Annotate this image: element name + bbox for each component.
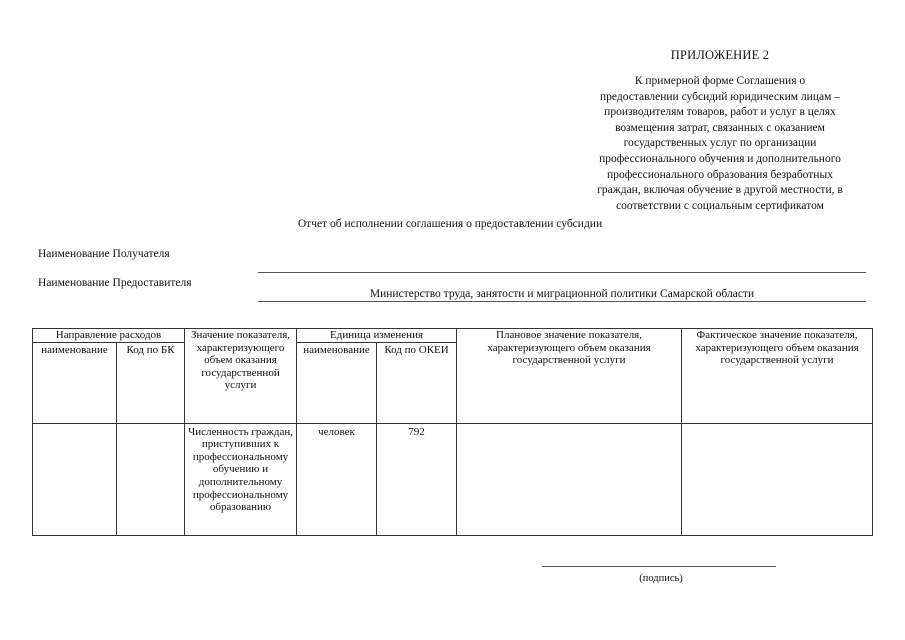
appendix-line: профессионального образования безработных	[607, 168, 833, 181]
appendix-line: предоставлении субсидий юридическим лицам –	[599, 90, 840, 103]
appendix-line: К примерной форме Соглашения о	[634, 75, 806, 87]
cell-actual	[682, 423, 873, 535]
appendix-title: ПРИЛОЖЕНИЕ 2	[670, 48, 770, 62]
appendix-line: производителям товаров, работ и услуг в целях	[604, 106, 836, 119]
appendix-line: возмещения затрат, связанных с оказанием	[615, 121, 825, 134]
signature-label: (подпись)	[639, 573, 683, 584]
provider-value: Министерство труда, занятости и миграционной политики Самарской области	[369, 288, 755, 300]
cell-okei: 792	[377, 423, 457, 535]
cell-planned	[457, 423, 682, 535]
recipient-underline	[258, 272, 866, 273]
appendix-line: соответствии с социальным сертификатом	[616, 199, 824, 212]
header-name: наименование	[33, 342, 117, 423]
table-row	[33, 423, 873, 535]
table-header-row	[33, 329, 873, 343]
appendix-body	[560, 74, 880, 214]
header-expense-direction: Направление расходов	[33, 329, 185, 343]
header-unit-name: наименование	[297, 342, 377, 423]
header-actual: Фактическое значение показателя, характеризующего объем оказания государственной услуги	[682, 329, 873, 424]
header-planned: Плановое значение показателя, характеризующего объем оказания государственной услуги	[457, 329, 682, 424]
header-bk-code: Код по БК	[117, 342, 185, 423]
report-title: Отчет об исполнении соглашения о предоставлении субсидии	[297, 218, 603, 230]
signature-line	[542, 566, 776, 567]
recipient-label: Наименование Получателя	[38, 248, 170, 260]
provider-label: Наименование Предоставителя	[38, 277, 192, 289]
provider-underline	[258, 301, 866, 302]
header-indicator: Значение показателя, характеризующего объем оказания государственной услуги	[185, 329, 297, 424]
cell-bk-code	[117, 423, 185, 535]
cell-unit-name: человек	[297, 423, 377, 535]
appendix-line: государственных услуг по организации	[623, 137, 817, 150]
report-table	[32, 328, 873, 536]
appendix-line: граждан, включая обучение в другой местности, в	[597, 184, 843, 197]
header-unit: Единица изменения	[297, 329, 457, 343]
cell-name	[33, 423, 117, 535]
header-okei: Код по ОКЕИ	[377, 342, 457, 423]
appendix-line: профессионального обучения и дополнительного	[599, 152, 841, 165]
cell-indicator: Численность граждан, приступивших к профессиональному обучению и дополнительному профессиональному образованию	[185, 423, 297, 535]
